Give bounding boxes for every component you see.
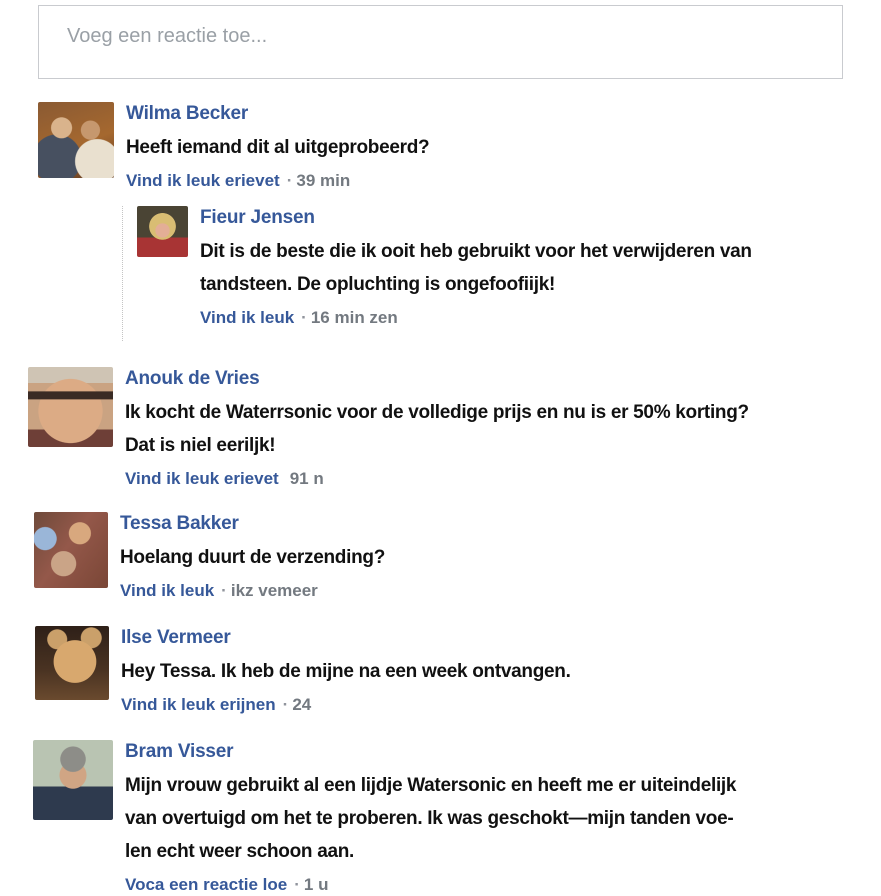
comment-author-link[interactable]: Bram Visser: [125, 741, 234, 762]
dot-separator: ·: [221, 581, 227, 600]
avatar[interactable]: [137, 206, 188, 257]
comment-actions: [125, 468, 749, 490]
comment-feed: [0, 5, 881, 894]
avatar[interactable]: [34, 512, 108, 588]
timestamp: ikz vemeer: [230, 581, 318, 600]
avatar[interactable]: [33, 740, 113, 820]
reply-link[interactable]: Voca een reactie loe: [125, 875, 288, 894]
comment-text: Heeft iemand dit al uitgeprobeerd?: [126, 137, 430, 158]
comment-composer: [38, 5, 843, 84]
comment-text: Hey Tessa. Ik heb de mijne na een week ontvangen.: [121, 661, 571, 682]
comment-text: Hoelang duurt de verzending?: [120, 547, 386, 568]
reply-thread: [122, 206, 881, 341]
comment-actions: [121, 694, 571, 716]
comment-text: Ik kocht de Waterrsonic voor de volledige prijs en nu is er 50% korting? Dat is niel eeriljk!: [125, 402, 749, 456]
comment-author-link[interactable]: Fieur Jensen: [200, 207, 315, 228]
comment-author-link[interactable]: Tessa Bakker: [120, 513, 239, 534]
comment-actions: [126, 170, 429, 192]
dot-separator: ·: [294, 875, 300, 894]
comment-actions: [120, 580, 385, 602]
avatar[interactable]: [28, 367, 113, 447]
like-link[interactable]: Vind ik leuk erievet: [126, 171, 280, 190]
comment-text: Mijn vrouw gebruikt al een lijdje Watersonic en heeft me er uiteindelijk van overtuigd om het te proberen. Ik was geschokt—mijn tanden voe- len echt weer schoon aan.: [125, 775, 737, 862]
comment-actions: [125, 874, 736, 896]
timestamp: 91 n: [289, 469, 324, 488]
timestamp: 24: [292, 695, 312, 714]
dot-separator: ·: [301, 308, 307, 327]
timestamp: 1 u: [303, 875, 329, 894]
dot-separator: ·: [286, 171, 293, 190]
comment-bram-visser: [0, 740, 881, 896]
like-link[interactable]: Vind ik leuk: [120, 581, 215, 600]
comment-author-link[interactable]: Ilse Vermeer: [121, 627, 231, 648]
comment-wilma-becker: [0, 102, 881, 192]
avatar[interactable]: [38, 102, 114, 178]
comment-tessa-bakker: [0, 512, 881, 602]
like-link[interactable]: Vind ik leuk erievet: [125, 469, 279, 488]
comment-author-link[interactable]: Anouk de Vries: [125, 368, 260, 389]
like-link[interactable]: Vind ik leuk erijnen: [121, 695, 276, 714]
comment-actions: [200, 307, 752, 329]
timestamp: 39 min: [296, 171, 351, 190]
comment-anouk-de-vries: [0, 367, 881, 490]
comment-text: Dit is de beste die ik ooit heb gebruikt voor het verwijderen van tandsteen. De opluchting is ongefoofiijk!: [200, 241, 752, 295]
dot-separator: ·: [282, 695, 289, 714]
comment-input[interactable]: [38, 5, 843, 79]
timestamp: 16 min zen: [310, 308, 398, 327]
comment-ilse-vermeer: [0, 626, 881, 716]
like-link[interactable]: Vind ik leuk: [200, 308, 295, 327]
avatar[interactable]: [35, 626, 109, 700]
reply-fieur-jensen: [137, 206, 881, 329]
comment-author-link[interactable]: Wilma Becker: [126, 103, 249, 124]
